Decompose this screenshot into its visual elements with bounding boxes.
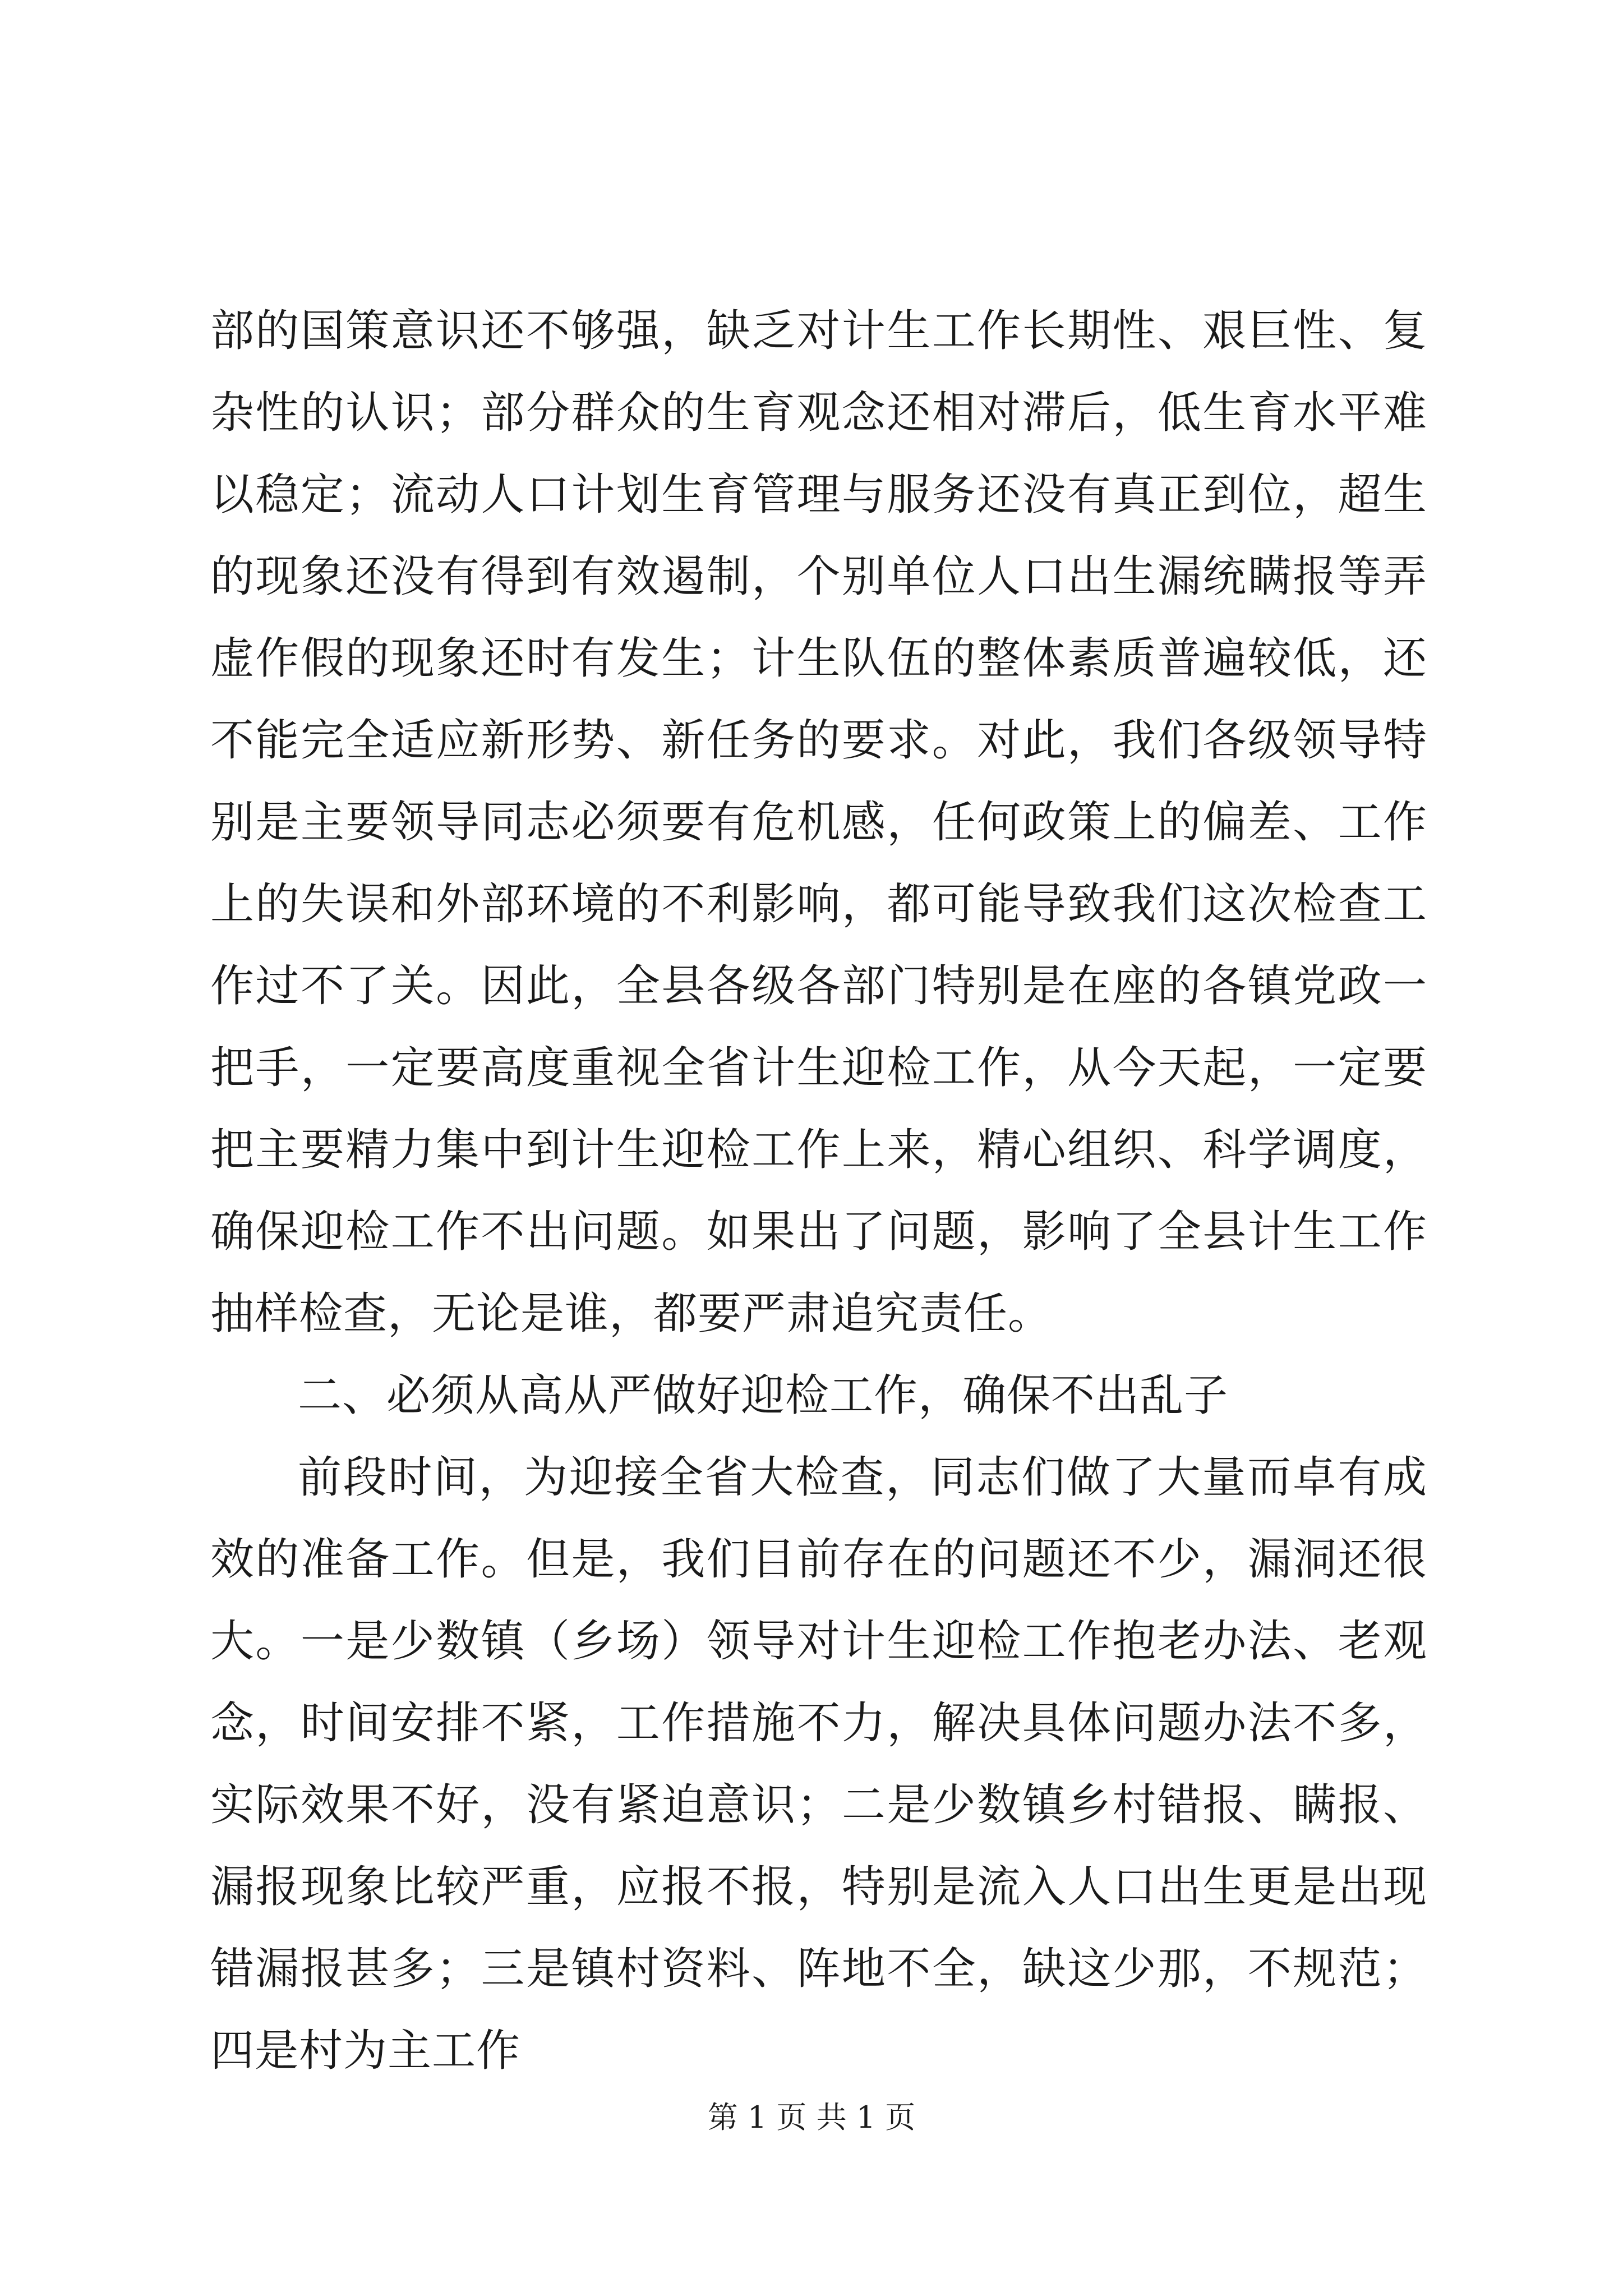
section-heading: 二、必须从高从严做好迎检工作，确保不出乱子 <box>298 1370 1229 1421</box>
page-footer: 第 1 页 共 1 页 <box>707 2100 916 2135</box>
paragraph-continuation: 部的国策意识还不够强，缺乏对计生工作长期性、艰巨性、复杂性的认识；部分群众的生育观念还相对滞后，低生育水平难以稳定；流动人口计划生育管理与服务还没有真正到位，超生的现象还没有得到有效遏制，个别单位人口出生漏统瞒报等弄虚作假的现象还时有发生；计生队伍的整体素质普遍较低，还不能完全适应新形势、新任务的要求。对此，我们各级领导特别是主要领导同志必须要有危机感，任何政策上的偏差、工作上的失误和外部环境的不利影响，都可能导致我们这次检查工作过不了关。因此，全县各级各部门特别是在座的各镇党政一把手，一定要高度重视全省计生迎检工作，从今天起，一定要把主要精力集中到计生迎检工作上来，精心组织、科学调度，确保迎检工作不出问题。如果出了问题，影响了全县计生工作抽样检查，无论是谁，都要严肃追究责任。 <box>210 306 1427 1339</box>
paragraph: 前段时间，为迎接全省大检查，同志们做了大量而卓有成效的准备工作。但是，我们目前存在的问题还不少，漏洞还很大。一是少数镇（乡场）领导对计生迎检工作抱老办法、老观念，时间安排不紧，工作措施不力，解决具体问题办法不多，实际效果不好，没有紧迫意识；二是少数镇乡村错报、瞒报、漏报现象比较严重，应报不报，特别是流入人口出生更是出现错漏报甚多；三是镇村资料、阵地不全，缺这少那，不规范；四是村为主工作 <box>210 1452 1427 2076</box>
document-body <box>210 290 1427 2092</box>
